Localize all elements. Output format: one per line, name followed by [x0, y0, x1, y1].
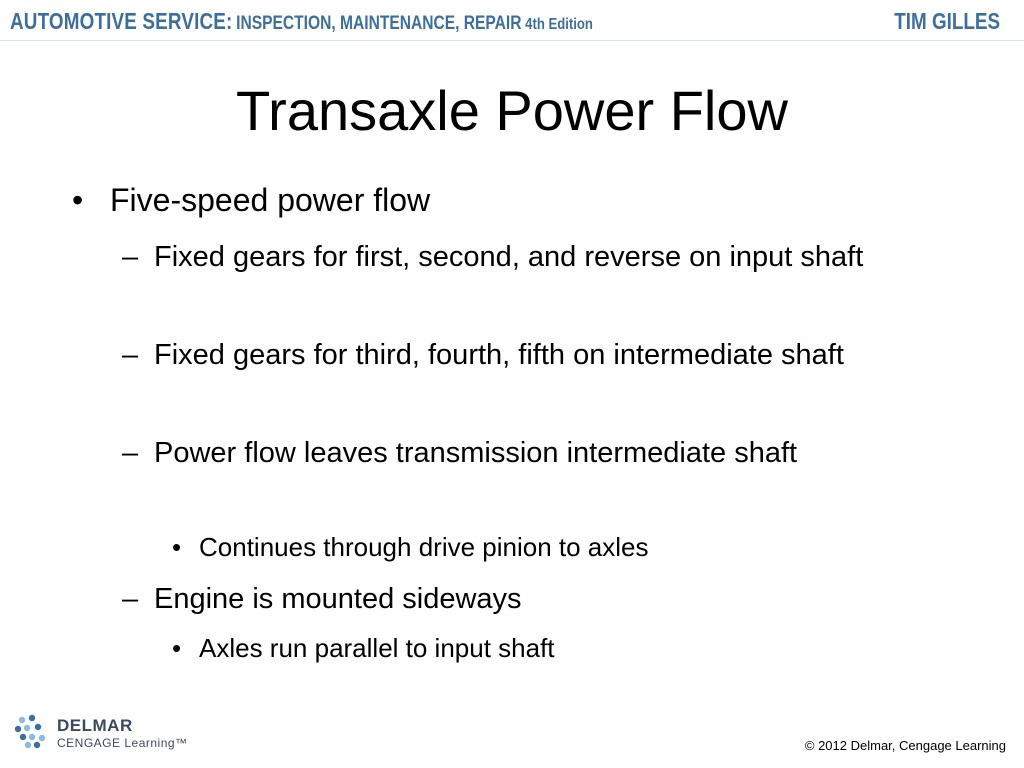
- bullet-level2: [122, 334, 952, 377]
- dash-icon: –: [122, 583, 139, 615]
- slide-title: Transaxle Power Flow: [236, 79, 788, 142]
- dash-icon: –: [122, 241, 139, 273]
- bullet-text: Engine is mounted sideways: [154, 583, 522, 615]
- bullet-text: Fixed gears for third, fourth, fifth on intermediate shaft: [154, 339, 844, 371]
- slide-header: [0, 0, 1024, 41]
- book-title-sub: INSPECTION, MAINTENANCE, REPAIR: [236, 13, 522, 34]
- bullet-level2: [122, 236, 952, 279]
- bullet-level2: [122, 578, 952, 621]
- bullet-text: Fixed gears for first, second, and reverse on input shaft: [154, 241, 864, 273]
- bullet-text: Continues through drive pinion to axles: [199, 532, 649, 562]
- bullet-icon: •: [172, 633, 182, 663]
- dash-icon: –: [122, 339, 139, 371]
- bullet-text: Power flow leaves transmission intermediate shaft: [154, 437, 798, 469]
- logo-subtitle: CENGAGE Learning™: [57, 736, 188, 750]
- bullet-text: Five-speed power flow: [110, 182, 431, 218]
- logo-name: DELMAR: [57, 716, 133, 735]
- bullet-text: Axles run parallel to input shaft: [199, 633, 555, 663]
- bullet-icon: •: [72, 182, 84, 218]
- book-author: TIM GILLES: [894, 8, 1000, 34]
- book-title-main: AUTOMOTIVE SERVICE:: [10, 8, 233, 34]
- dash-icon: –: [122, 437, 139, 469]
- copyright-text: © 2012 Delmar, Cengage Learning: [804, 738, 1006, 753]
- book-edition: 4th Edition: [525, 16, 593, 33]
- bullet-level2: [122, 432, 952, 475]
- delmar-logo-mark-icon: [14, 714, 50, 750]
- delmar-logo: [14, 714, 194, 754]
- book-title: [10, 8, 593, 35]
- bullet-icon: •: [172, 532, 182, 562]
